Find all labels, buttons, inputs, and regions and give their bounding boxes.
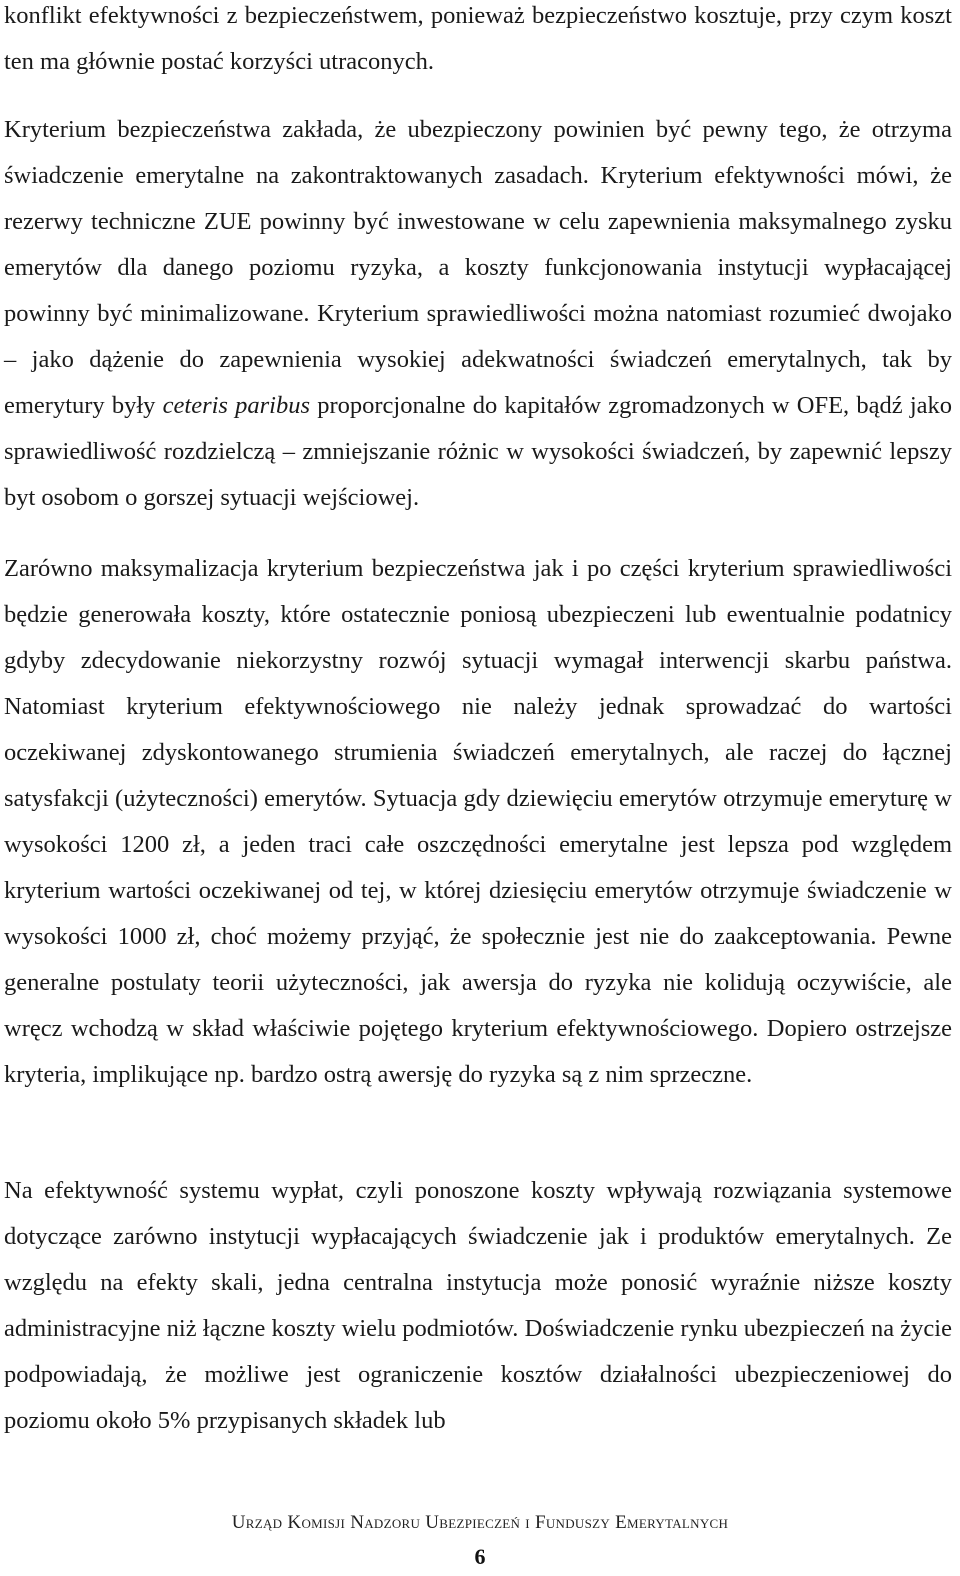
paragraph-1-text: konflikt efektywności z bezpieczeństwem, ponieważ bezpieczeństwo kosztuje, przy czym koszt ten ma głównie postać korzyści utraconych. (4, 2, 952, 75)
paragraph-2-text-a: Kryterium bezpieczeństwa zakłada, że ubezpieczony powinien być pewny tego, że otrzyma świadczenie emerytalne na zakontraktowanych zasadach. Kryterium efektywności mówi, że rezerwy techniczne ZUE powinny być inwestowane w celu zapewnienia maksymalnego zysku emerytów dla danego poziomu ryzyka, a koszty funkcjonowania instytucji wypłacającej powinny być minimalizowane. Kryterium sprawiedliwości można natomiast rozumieć dwojako – jako dążenie do zapewnienia wysokiej adekwatności świadczeń emerytalnych, tak by emerytury były (4, 116, 952, 419)
page-number: 6 (474, 1544, 486, 1569)
paragraph-4 (4, 1168, 952, 1444)
paragraph-1 (4, 0, 952, 85)
page-footer-institution: Urząd Komisji Nadzoru Ubezpieczeń i Funduszy Emerytalnych (231, 1512, 729, 1533)
paragraph-3-text: Zarówno maksymalizacja kryterium bezpieczeństwa jak i po części kryterium sprawiedliwości będzie generowała koszty, które ostatecznie poniosą ubezpieczeni lub ewentualnie podatnicy gdyby zdecydowanie niekorzystny rozwój sytuacji wymagał interwencji skarbu państwa. Natomiast kryterium efektywnościowego nie należy jednak sprowadzać do wartości oczekiwanej zdyskontowanego strumienia świadczeń emerytalnych, ale raczej do łącznej satysfakcji (użyteczności) emerytów. Sytuacja gdy dziewięciu emerytów otrzymuje emeryturę w wysokości 1200 zł, a jeden traci całe oszczędności emerytalne jest lepsza pod względem kryterium wartości oczekiwanej od tej, w której dziesięciu emerytów otrzymuje świadczenie w wysokości 1000 zł, choć możemy przyjąć, że społecznie jest nie do zaakceptowania. Pewne generalne postulaty teorii użyteczności, jak awersja do ryzyka nie kolidują oczywiście, ale wręcz wchodzą w skład właściwie pojętego kryterium efektywnościowego. Dopiero ostrzejsze kryteria, implikujące np. bardzo ostrą awersję do ryzyka są z nim sprzeczne. (4, 555, 952, 1088)
paragraph-4-text: Na efektywność systemu wypłat, czyli ponoszone koszty wpływają rozwiązania systemowe dotyczące zarówno instytucji wypłacających świadczenie jak i produktów emerytalnych. Ze względu na efekty skali, jedna centralna instytucja może ponosić wyraźnie niższe koszty administracyjne niż łączne koszty wielu podmiotów. Doświadczenie rynku ubezpieczeń na życie podpowiadają, że możliwe jest ograniczenie kosztów działalności ubezpieczeniowej do poziomu około 5% przypisanych składek lub (4, 1177, 952, 1434)
paragraph-3 (4, 546, 952, 1098)
paragraph-2-text-b: proporcjonalne do kapitałów zgromadzonych w OFE, bądź jako sprawiedliwość rozdzielczą – zmniejszanie różnic w wysokości świadczeń, by zapewnić lepszy byt osobom o gorszej sytuacji wejściowej. (4, 392, 952, 511)
paragraph-2 (4, 107, 952, 521)
paragraph-2-italic-phrase: ceteris paribus (162, 392, 311, 419)
